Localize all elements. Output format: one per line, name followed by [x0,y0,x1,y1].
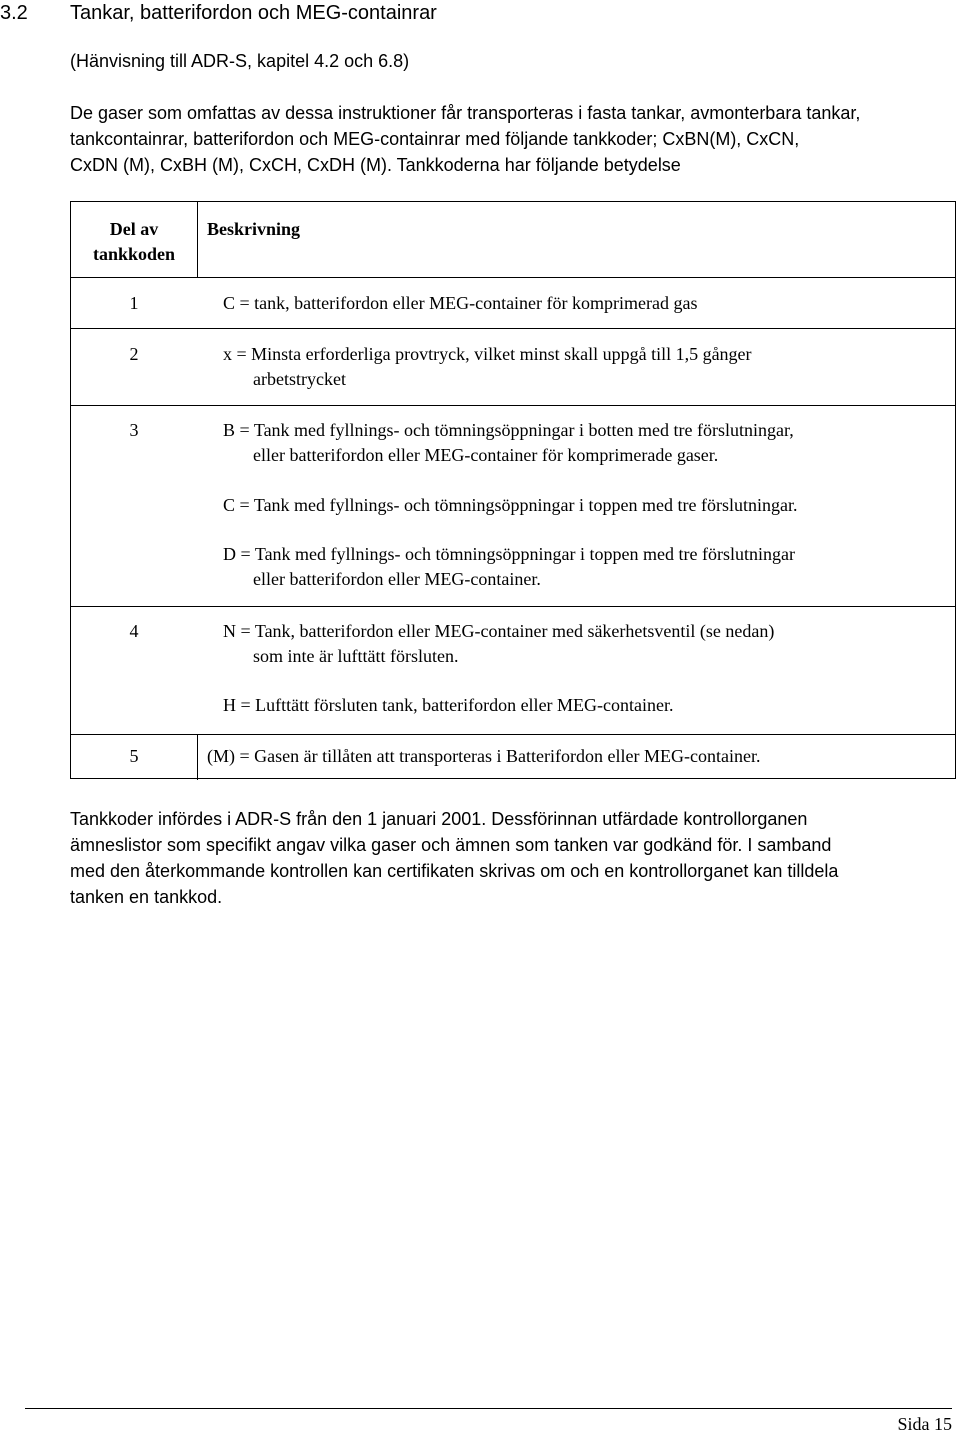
footer-rule [25,1408,952,1409]
table-row-description [207,744,760,769]
table-row-part-number: 5 [129,746,139,766]
code-entry-line: D = Tank med fyllnings- och tömningsöppningar i toppen med tre förslutningar [223,544,795,564]
table-column-divider [197,734,198,780]
table-row-description [223,693,674,718]
closing-line: tanken en tankkod. [70,887,223,907]
code-entry-continuation: som inte är lufttätt försluten. [253,646,459,666]
code-entry-continuation: eller batterifordon eller MEG-container för komprimerade gaser. [253,445,719,465]
table-row-part-number: 1 [129,293,139,313]
code-entry-line: N = Tank, batterifordon eller MEG-container med säkerhetsventil (se nedan) [223,621,775,641]
section-title: Tankar, batterifordon och MEG-containrar [70,2,437,24]
code-entry-continuation: arbetstrycket [253,369,346,389]
code-entry-line: (M) = Gasen är tillåten att transporteras i Batterifordon eller MEG-container. [207,746,761,766]
code-entry-line: H = Lufttätt försluten tank, batterifordon eller MEG-container. [223,695,674,715]
section-heading [0,0,437,26]
table-row-divider [71,277,955,278]
table-row-part-number: 3 [129,420,139,440]
table-row-part-number: 2 [129,344,139,364]
table-row-divider [71,734,955,735]
table-row-divider [71,405,955,406]
table-header-part [71,217,197,267]
table-header-description: Beskrivning [207,219,301,239]
intro-line: tankcontainrar, batterifordon och MEG-containrar med följande tankkoder; CxBN(M), CxCN, [70,129,800,149]
section-number: 3.2 [0,2,28,24]
code-entry-line: x = Minsta erforderliga provtryck, vilket minst skall uppgå till 1,5 gånger [223,344,752,364]
closing-paragraph [70,806,950,910]
table-row-divider [71,328,955,329]
table-row-divider [71,606,955,607]
table-row-part-number: 4 [129,621,139,641]
table-row-description [223,291,698,316]
code-entry-continuation: eller batterifordon eller MEG-container. [253,569,541,589]
table-header-part-line: tankkoden [92,244,176,264]
tank-code-table [70,201,956,779]
page-number: Sida 15 [897,1414,952,1434]
table-row-description [223,493,797,518]
closing-line: ämneslistor som specifikt angav vilka gaser och ämnen som tanken var godkänd för. I samband [70,835,832,855]
table-header-part-line: Del av [109,219,159,239]
intro-line: De gaser som omfattas av dessa instruktioner får transporteras i fasta tankar, avmonterbara tankar, [70,103,861,123]
table-column-divider [197,202,198,277]
table-row-description [223,342,752,392]
closing-line: med den återkommande kontrollen kan certifikaten skrivas om och en kontrollorganet kan tilldela [70,861,839,881]
code-entry-line: C = Tank med fyllnings- och tömningsöppningar i toppen med tre förslutningar. [223,495,798,515]
section-reference: (Hänvisning till ADR-S, kapitel 4.2 och 6.8) [70,51,410,71]
intro-line: CxDN (M), CxBH (M), CxCH, CxDH (M). Tankkoderna har följande betydelse [70,155,681,175]
code-entry-line: B = Tank med fyllnings- och tömningsöppningar i botten med tre förslutningar, [223,420,794,440]
code-entry-line: C = tank, batterifordon eller MEG-container för komprimerad gas [223,293,698,313]
intro-paragraph [70,100,950,178]
table-row-description [223,542,795,592]
table-row-description [223,418,794,468]
closing-line: Tankkoder infördes i ADR-S från den 1 januari 2001. Dessförinnan utfärdade kontrollorganen [70,809,808,829]
table-row-description [223,619,774,669]
